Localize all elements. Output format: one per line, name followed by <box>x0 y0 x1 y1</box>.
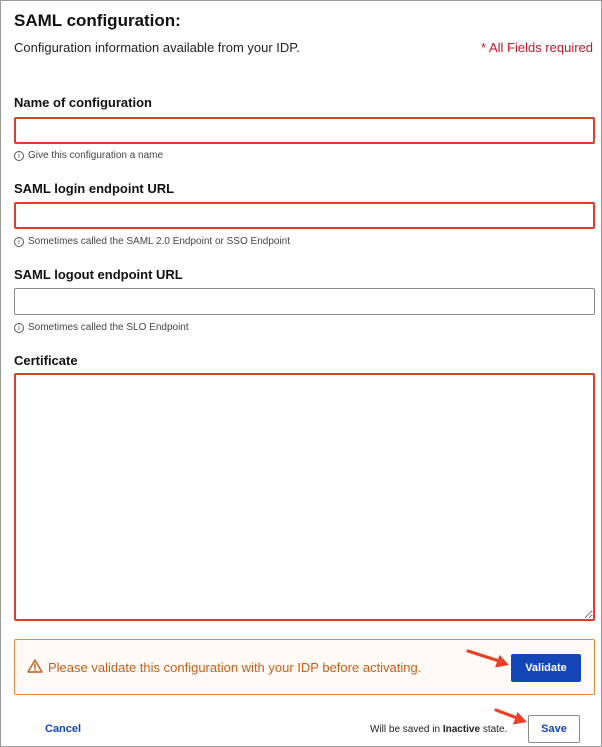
logout-url-hint <box>14 322 189 333</box>
cancel-link[interactable]: Cancel <box>45 723 82 735</box>
save-note-state: Inactive <box>442 724 481 735</box>
save-note-prefix: Will be saved in <box>370 724 443 735</box>
warning-text: Please validate this configuration with your IDP before activating. <box>48 660 422 675</box>
name-input[interactable] <box>14 117 595 144</box>
annotation-arrow-validate <box>465 646 511 672</box>
name-hint <box>14 150 163 161</box>
required-fields-note: * All Fields required <box>481 40 593 55</box>
certificate-label: Certificate <box>14 353 78 368</box>
name-label: Name of configuration <box>14 95 152 110</box>
annotation-arrow-save <box>493 706 529 728</box>
certificate-textarea[interactable] <box>14 373 595 621</box>
save-button[interactable]: Save <box>528 715 580 743</box>
login-url-label: SAML login endpoint URL <box>14 181 175 196</box>
warning-icon <box>27 659 43 673</box>
logout-url-hint-text: Sometimes called the SLO Endpoint <box>28 322 189 333</box>
info-icon: i <box>14 237 24 247</box>
intro-text: Configuration information available from your IDP. <box>14 40 300 55</box>
page-title: SAML configuration: <box>14 11 181 30</box>
save-note-suffix: state. <box>480 724 508 735</box>
logout-url-input[interactable] <box>14 288 595 315</box>
info-icon: i <box>14 323 24 333</box>
login-url-input[interactable] <box>14 202 595 229</box>
login-url-hint-text: Sometimes called the SAML 2.0 Endpoint or SSO Endpoint <box>28 236 290 247</box>
logout-url-label: SAML logout endpoint URL <box>14 267 183 282</box>
validate-button[interactable]: Validate <box>511 654 581 682</box>
name-hint-text: Give this configuration a name <box>28 150 164 161</box>
login-url-hint <box>14 236 290 247</box>
info-icon: i <box>14 151 24 161</box>
save-state-note <box>370 724 507 735</box>
